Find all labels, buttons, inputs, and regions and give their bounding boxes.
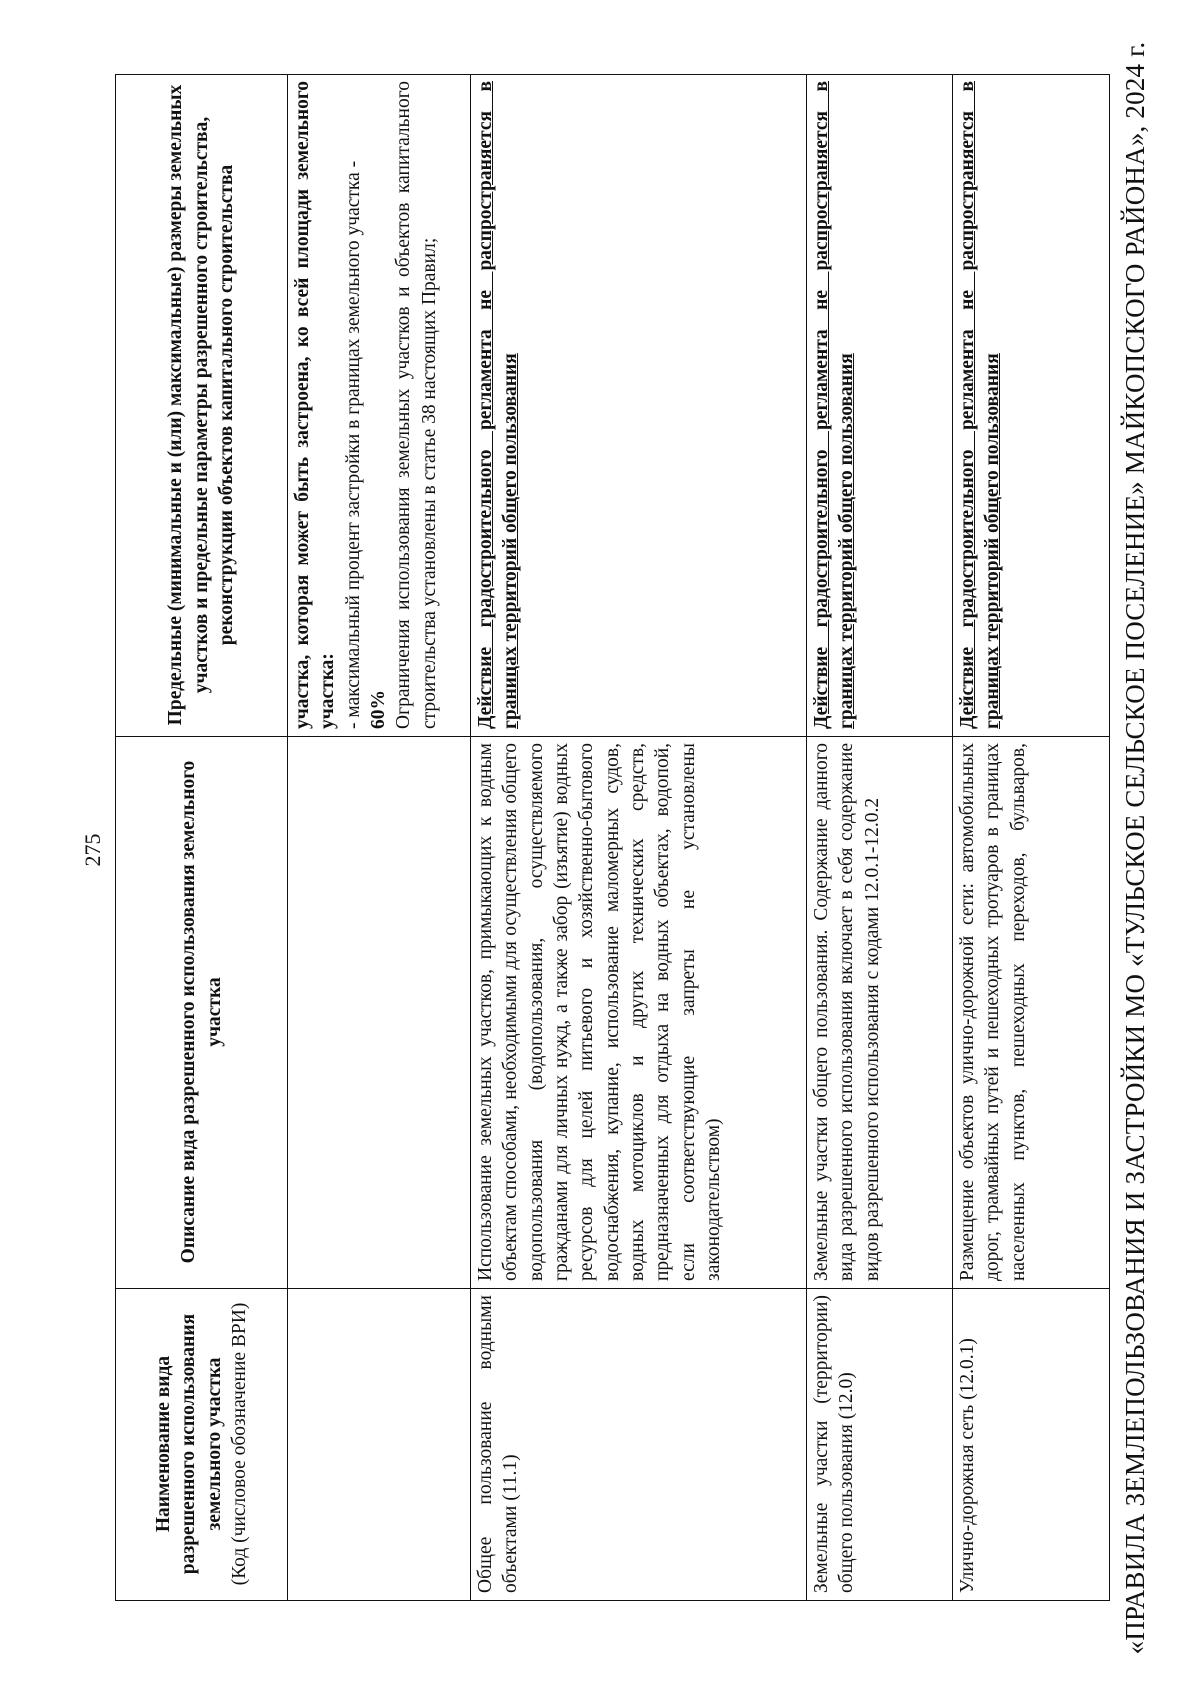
params-percent-value: 60% — [368, 690, 390, 729]
header-limit-parameters: Предельные (минимальные и (или) максимальные) размеры земельных участков и предельные параметры разрешенного строительства, реконструкции объектов капитального строительства — [116, 75, 288, 737]
land-use-table — [115, 74, 1110, 1601]
table-row — [953, 75, 1110, 1601]
cell-params — [288, 75, 471, 737]
header-land-use-description: Описание вида разрешенного использования земельного участка — [116, 737, 288, 1289]
params-restrictions-text: Ограничения использования земельных участков и объектов капитального строительства установлены в статье 38 настоящих Правил; — [393, 81, 440, 729]
document-footer: «ПРАВИЛА ЗЕМЛЕПОЛЬЗОВАНИЯ И ЗАСТРОЙКИ МО «ТУЛЬСКОЕ СЕЛЬСКОЕ ПОСЕЛЕНИЕ» МАЙКОПСКОГО РАЙОНА», 2024 г. — [1120, 41, 1150, 1655]
table-header-row — [116, 75, 288, 1601]
params-max-percent-text: - максимальный процент застройки в границах земельного участка - — [342, 160, 364, 729]
table-row — [471, 75, 807, 1601]
header-name-title: Наименование вида разрешенного использования земельного участка — [152, 1313, 225, 1575]
table-row — [288, 75, 471, 1601]
cell-name: Улично-дорожная сеть (12.0.1) — [953, 1289, 1110, 1601]
header-name-code-note: (Код (числовое обозначение ВРИ) — [228, 1302, 250, 1586]
cell-description: Земельные участки общего пользования. Содержание данного вида разрешенного использования включает в себя содержание видов разрешенного использования с кодами 12.0.1-12.0.2 — [807, 737, 953, 1289]
cell-params: Действие градостроительного регламента не распространяется в границах территорий общего пользования — [953, 75, 1110, 737]
cell-params: Действие градостроительного регламента не распространяется в границах территорий общего пользования — [471, 75, 807, 737]
cell-name: Общее пользование водными объектами (11.1) — [471, 1289, 807, 1601]
cell-name: Земельные участки (территории) общего пользования (12.0) — [807, 1289, 953, 1601]
cell-description: Использование земельных участков, примыкающих к водным объектам способами, необходимыми для осуществления общего водопользования (водопользования, осуществляемого гражданами для личных нужд, а также забор (изъятие) водных ресурсов для целей питьевого и хозяйственно-бытового водоснабжения, купание, использование маломерных судов, водных мотоциклов и других технических средств, предназначенных для отдыха на водных объектах, водопой, если соответствующие запреты не установлены законодательством) — [471, 737, 807, 1289]
table-row — [807, 75, 953, 1601]
params-bold-text: участка, которая может быть застроена, ко всей площади земельного участка: — [292, 81, 339, 729]
cell-description: Размещение объектов улично-дорожной сети: автомобильных дорог, трамвайных путей и пешеходных тротуаров в границах населенных пунктов, пешеходных переходов, бульваров, — [953, 737, 1110, 1289]
page-number: 275 — [80, 833, 105, 867]
header-land-use-name — [116, 1289, 288, 1601]
cell-name — [288, 1289, 471, 1601]
cell-description — [288, 737, 471, 1289]
cell-params: Действие градостроительного регламента не распространяется в границах территорий общего пользования — [807, 75, 953, 737]
